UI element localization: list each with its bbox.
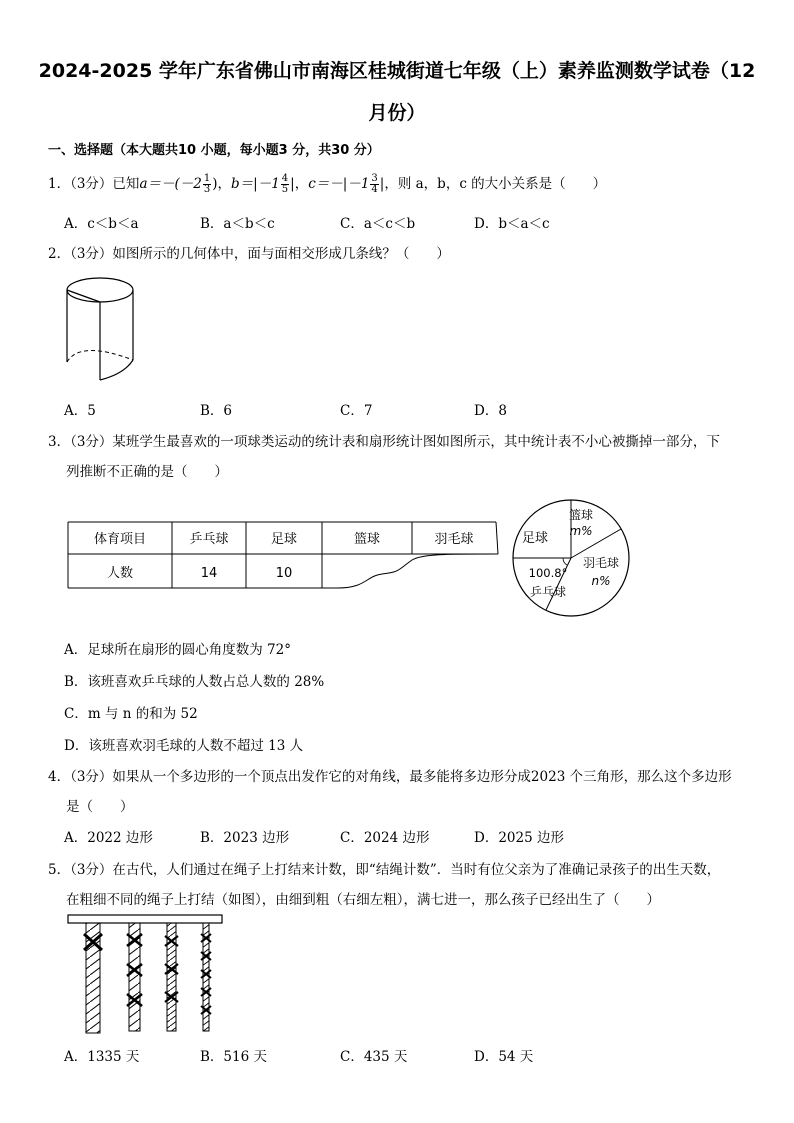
table-header-pingpong: 乒乓球 [189, 532, 229, 547]
q3-option-b[interactable]: B．该班喜欢乒乓球的人数占总人数的 28% [64, 674, 325, 690]
half-cylinder-figure [60, 270, 140, 388]
question-5-stem-line2: 在粗细不同的绳子上打结（如图），由细到粗（右细左粗），满七进一，那么孩子已经出生了（ ） [66, 892, 660, 908]
table-header-badminton: 羽毛球 [434, 532, 474, 547]
q5-option-b[interactable]: B．516 天 [200, 1049, 267, 1065]
pie-label-badminton-pct: n% [591, 574, 611, 588]
exam-title-line2: 月份） [368, 102, 426, 124]
q5-option-a[interactable]: A．1335 天 [64, 1049, 140, 1065]
table-cell-pingpong: 14 [200, 566, 218, 581]
q5-option-c[interactable]: C．435 天 [340, 1049, 408, 1065]
hanging-bar [68, 915, 222, 923]
question-3-stem-line2: 列推断不正确的是（ ） [66, 464, 228, 480]
q1-option-b[interactable]: B．a＜b＜c [200, 216, 275, 232]
knotted-ropes-figure [66, 912, 226, 1036]
q1-prefix: 1．（3分）已知 [48, 176, 140, 192]
question-4-stem-line1: 4．（3分）如果从一个多边形的一个顶点出发作它的对角线，最多能将多边形分成2023 个三角形，那么这个多边形 [48, 769, 732, 785]
pie-label-football: 足球 [521, 531, 549, 546]
table-row-label: 人数 [106, 566, 134, 581]
pie-label-pingpong: 乒乓球 [529, 585, 567, 599]
q4-option-c[interactable]: C．2024 边形 [340, 830, 430, 846]
q1-b-expr: b＝|－1 [231, 176, 280, 192]
exam-title-line1: 2024-2025 学年广东省佛山市南海区桂城街道七年级（上）素养监测数学试卷（12 [38, 60, 756, 82]
q4-option-a[interactable]: A．2022 边形 [64, 830, 153, 846]
q1-b-fraction: $\frac{4}{5}$ [281, 173, 289, 195]
q2-option-a[interactable]: A．5 [64, 403, 96, 419]
table-header-sport: 体育项目 [93, 532, 147, 547]
table-header-football: 足球 [270, 532, 298, 547]
q3-option-c[interactable]: C．m 与 n 的和为 52 [64, 706, 198, 722]
q2-option-d[interactable]: D．8 [474, 403, 507, 419]
q1-a-fraction: $\frac{1}{3}$ [203, 173, 211, 195]
q1-option-d[interactable]: D．b＜a＜c [474, 216, 550, 232]
question-5-stem-line1: 5．（3分）在古代，人们通过在绳子上打结来计数，即“结绳计数”．当时有位父亲为了准确记录孩子的出生天数， [48, 862, 721, 878]
question-2-stem: 2．（3分）如图所示的几何体中，面与面相交形成几条线？（ ） [48, 246, 450, 262]
question-3-stem-line1: 3．（3分）某班学生最喜欢的一项球类运动的统计表和扇形统计图如图所示，其中统计表不小心被撕掉一部分，下 [48, 434, 720, 450]
question-4-stem-line2: 是（ ） [66, 799, 134, 815]
section-heading: 一、选择题（本大题共10 小题，每小题3 分，共30 分） [48, 143, 380, 158]
q1-option-c[interactable]: C．a＜c＜b [340, 216, 416, 232]
pie-label-badminton: 羽毛球 [582, 556, 620, 570]
q1-c-expr: c＝－|－1 [308, 176, 370, 192]
q1-a-expr: a＝－(－2 [139, 176, 202, 192]
table-cell-football: 10 [275, 566, 293, 581]
q4-option-d[interactable]: D．2025 边形 [474, 830, 564, 846]
pie-label-basketball: 篮球 [568, 508, 594, 522]
q1-c-fraction: $\frac{3}{4}$ [371, 173, 378, 195]
q2-option-c[interactable]: C．7 [340, 403, 373, 419]
q5-option-d[interactable]: D．54 天 [474, 1049, 534, 1065]
pie-chart [513, 500, 629, 616]
pie-label-pingpong-angle: 100.8° [528, 566, 568, 580]
pie-label-basketball-pct: m% [569, 524, 593, 538]
q3-option-a[interactable]: A．足球所在扇形的圆心角度数为 72° [64, 642, 291, 658]
q3-option-d[interactable]: D．该班喜欢羽毛球的人数不超过 13 人 [64, 738, 304, 754]
q1-option-a[interactable]: A．c＜b＜a [64, 216, 139, 232]
q3-figure [66, 496, 642, 620]
statistics-table [68, 522, 498, 588]
table-header-basketball: 篮球 [353, 532, 381, 547]
q4-option-b[interactable]: B．2023 边形 [200, 830, 290, 846]
q2-option-b[interactable]: B．6 [200, 403, 233, 419]
question-1-stem: 1．（3分）已知a＝－(－2 $\frac{1}{3}$ )，b＝|－1 $\frac{4}{5}$ |，c＝－|－1 $\frac{3}{4}$ |，则 a，b，c 的大小关系是（ ） [48, 173, 607, 195]
